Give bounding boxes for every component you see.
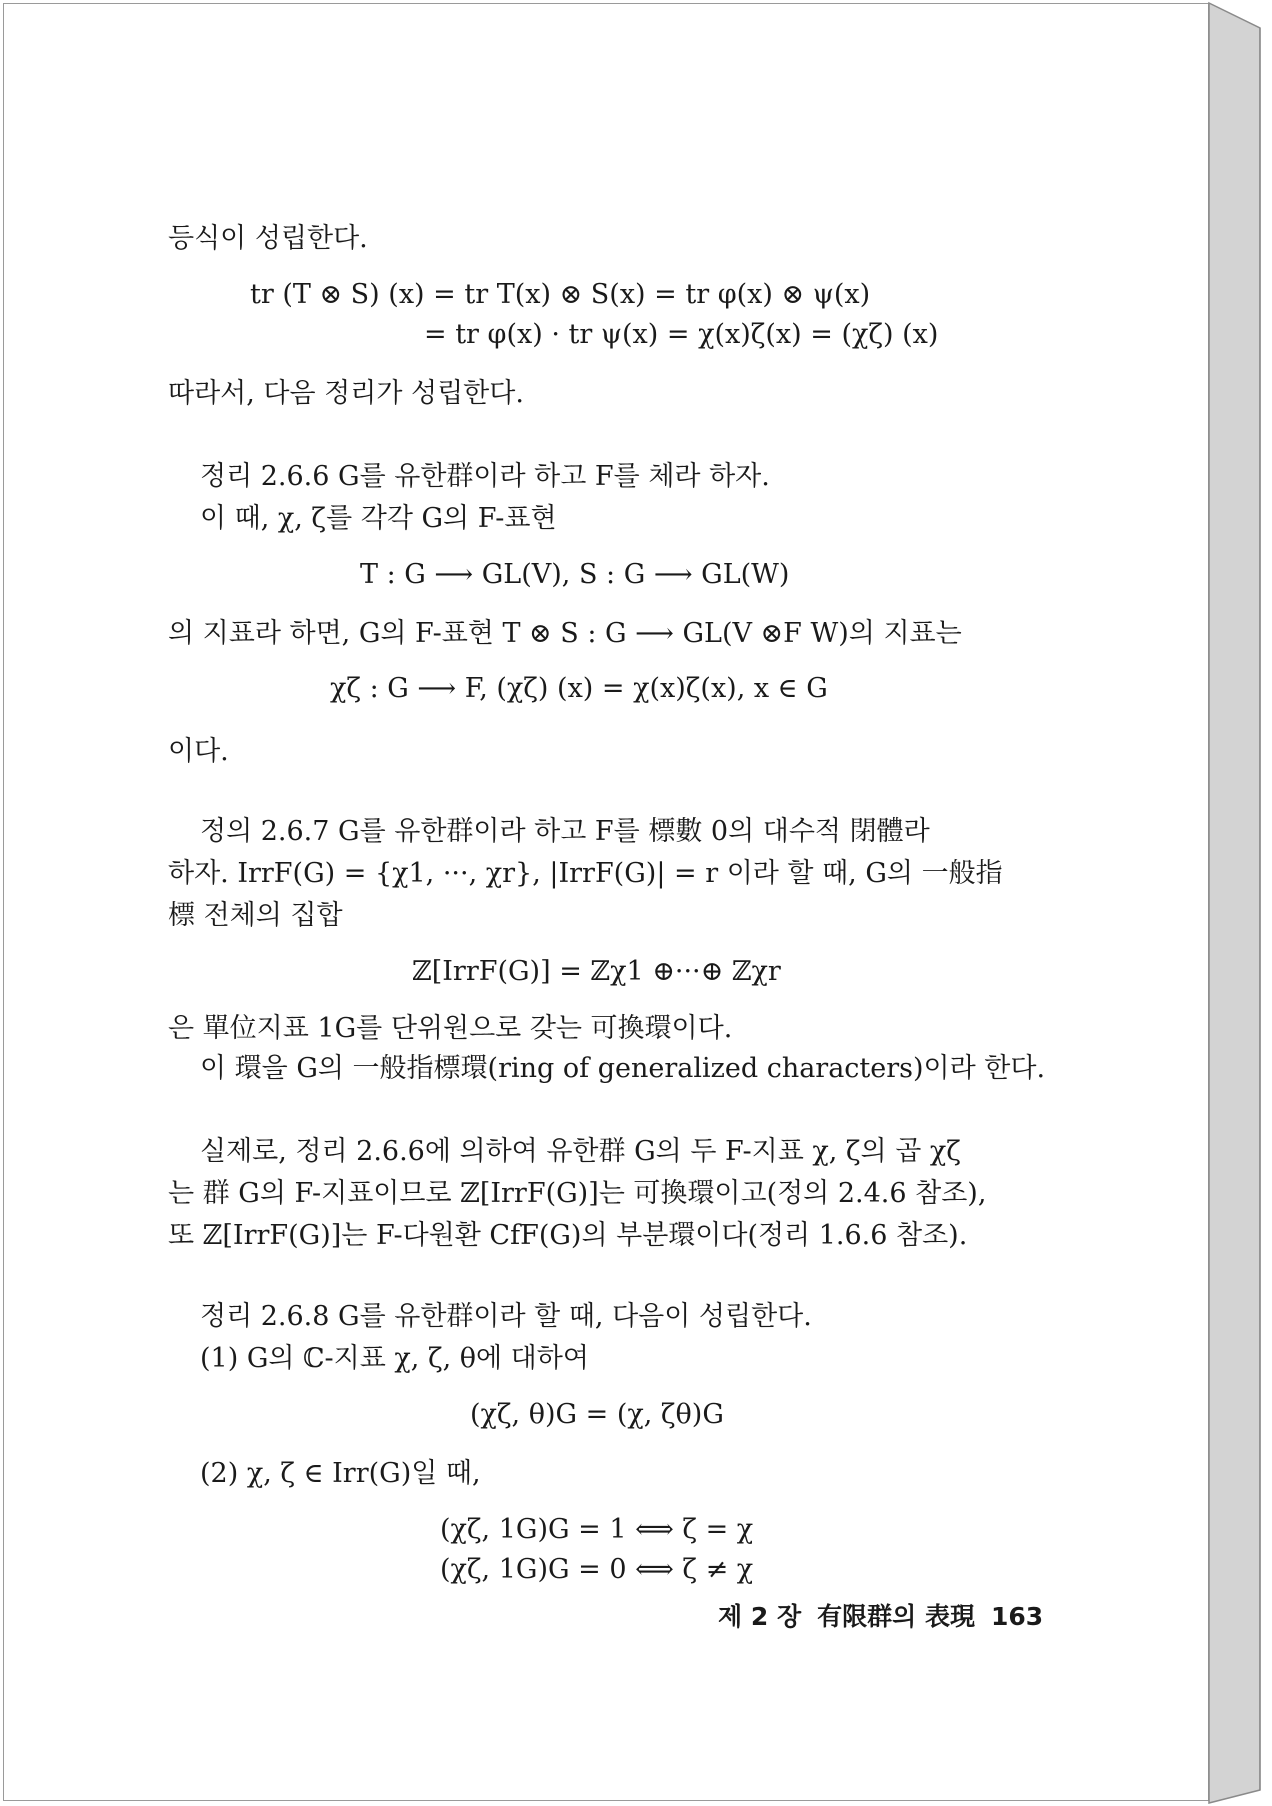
text-line: (2) χ, ζ ∈ Irr(G)일 때, bbox=[200, 1458, 481, 1489]
equation-line: χζ : G ⟶ F, (χζ) (x) = χ(x)ζ(x), x ∈ G bbox=[330, 673, 828, 704]
page-spine bbox=[1200, 0, 1272, 1806]
text-line: 의 지표라 하면, G의 F-표현 T ⊗ S : G ⟶ GL(V ⊗F W)의 지표는 bbox=[168, 618, 962, 649]
equation-line: (χζ, θ)G = (χ, ζθ)G bbox=[470, 1399, 724, 1430]
equation-line: ℤ[IrrF(G)] = ℤχ1 ⊕···⊕ ℤχr bbox=[412, 956, 781, 987]
page-number: 163 bbox=[990, 1602, 1044, 1631]
text-line: (1) G의 ℂ-지표 χ, ζ, θ에 대하여 bbox=[200, 1343, 589, 1374]
footer-chapter: 제 2 장 bbox=[718, 1602, 802, 1631]
text-line: 標 전체의 집합 bbox=[168, 900, 343, 931]
theorem-heading: 정리 2.6.8 G를 유한群이라 할 때, 다음이 성립한다. bbox=[200, 1301, 812, 1332]
text-line: 실제로, 정리 2.6.6에 의하여 유한群 G의 두 F-지표 χ, ζ의 곱 χζ bbox=[200, 1136, 961, 1167]
equation-line: (χζ, 1G)G = 0 ⟺ ζ ≠ χ bbox=[440, 1554, 754, 1585]
text-line: 이 때, χ, ζ를 각각 G의 F-표현 bbox=[200, 503, 557, 534]
equation-line: T : G ⟶ GL(V), S : G ⟶ GL(W) bbox=[360, 559, 790, 590]
theorem-heading: 정리 2.6.6 G를 유한群이라 하고 F를 체라 하자. bbox=[200, 461, 770, 492]
text-line: 은 單位지표 1G를 단위원으로 갖는 可換環이다. bbox=[168, 1013, 733, 1044]
running-footer bbox=[718, 1600, 1059, 1634]
equation-line: = tr φ(x) · tr ψ(x) = χ(x)ζ(x) = (χζ) (x) bbox=[424, 319, 939, 350]
text-line: 또 ℤ[IrrF(G)]는 F-다원환 CfF(G)의 부분環이다(정리 1.6.6 참조). bbox=[168, 1220, 968, 1251]
text-line: 따라서, 다음 정리가 성립한다. bbox=[168, 378, 524, 409]
text-line: 등식이 성립한다. bbox=[168, 223, 368, 254]
text-line: 는 群 G의 F-지표이므로 ℤ[IrrF(G)]는 可換環이고(정의 2.4.6 참조), bbox=[168, 1178, 987, 1209]
definition-heading: 정의 2.6.7 G를 유한群이라 하고 F를 標數 0의 대수적 閉體라 bbox=[200, 816, 930, 847]
equation-line: (χζ, 1G)G = 1 ⟺ ζ = χ bbox=[440, 1514, 754, 1545]
text-line: 이다. bbox=[168, 736, 229, 767]
footer-title: 有限群의 表現 bbox=[817, 1602, 975, 1631]
equation-line: tr (T ⊗ S) (x) = tr T(x) ⊗ S(x) = tr φ(x) ⊗ ψ(x) bbox=[250, 279, 871, 310]
text-line: 하자. IrrF(G) = {χ1, ···, χr}, |IrrF(G)| = r 이라 할 때, G의 一般指 bbox=[168, 858, 1003, 889]
text-line: 이 環을 G의 一般指標環(ring of generalized characters)이라 한다. bbox=[200, 1053, 1046, 1084]
